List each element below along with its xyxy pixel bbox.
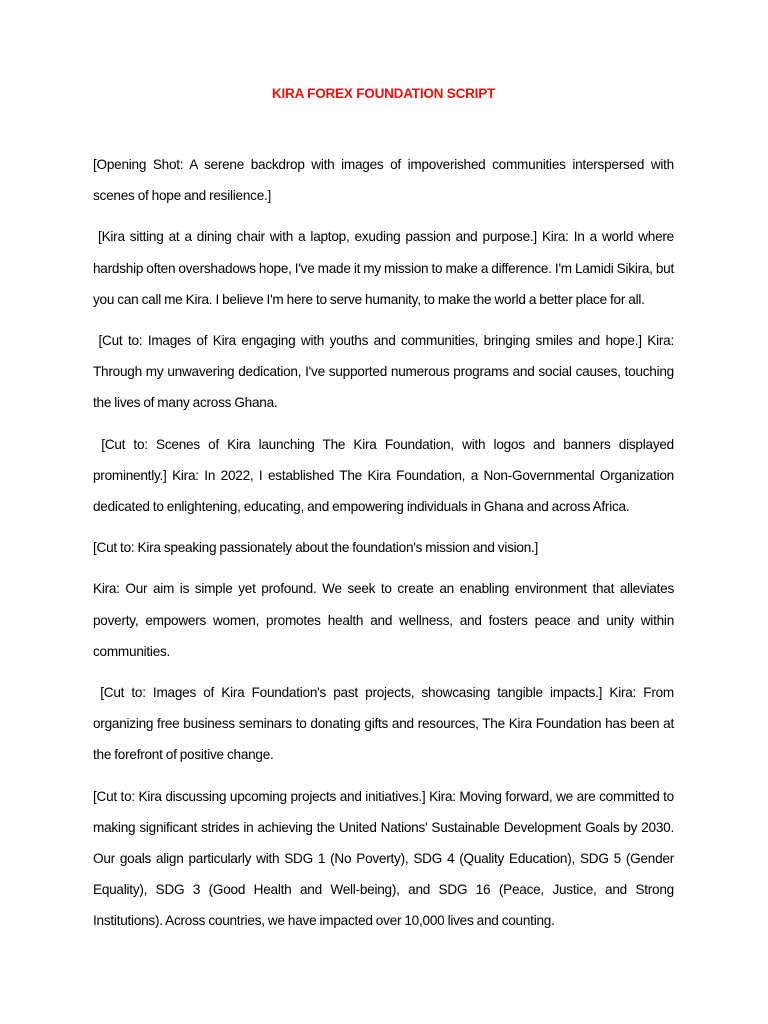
- paragraph-foundation-launch: [Cut to: Scenes of Kira launching The Kira Foundation, with logos and banners displayed prominently.] Kira: In 2022, I established The Kira Foundation, a Non-Governmental Organization dedicated to enlightening, educating, and empowering individuals in Ghana and across Africa.: [93, 436, 678, 515]
- paragraph-opening-shot: [Opening Shot: A serene backdrop with images of impoverished communities interspersed with scenes of hope and resilience.]: [93, 157, 678, 204]
- paragraph-aim: Kira: Our aim is simple yet profound. We seek to create an enabling environment that alleviates poverty, empowers women, promotes health and wellness, and fosters peace and unity within communities.: [93, 581, 678, 659]
- script-body: [93, 149, 678, 947]
- paragraph-engaging-youths: [Cut to: Images of Kira engaging with youths and communities, bringing smiles and hope.] Kira: Through my unwavering dedication, I've supported numerous programs and social causes, touching the lives of many across Ghana.: [93, 333, 678, 411]
- paragraph-past-projects: [Cut to: Images of Kira Foundation's past projects, showcasing tangible impacts.] Kira: From organizing free business seminars to donating gifts and resources, The Kira Foundation has been at the forefront of positive change.: [93, 685, 678, 763]
- document-title: KIRA FOREX FOUNDATION SCRIPT: [271, 86, 496, 101]
- paragraph-upcoming-projects: [Cut to: Kira discussing upcoming projects and initiatives.] Kira: Moving forward, we are committed to making significant strides in achieving the United Nations' Sustainable Development Goals by 2030. Our goals align particularly with SDG 1 (No Poverty), SDG 4 (Quality Education), SDG 5 (Gender Equality), SDG 3 (Good Health and Well-being), and SDG 16 (Peace, Justice, and Strong Institutions). Across countries, we have impacted over 10,000 lives and counting.: [93, 788, 678, 929]
- paragraph-kira-intro: [Kira sitting at a dining chair with a laptop, exuding passion and purpose.] Kira: In a world where hardship often overshadows hope, I've made it my mission to make a difference. I'm Lamidi Sikira, but you can call me Kira. I believe I'm here to serve humanity, to make the world a better place for all.: [93, 229, 678, 307]
- paragraph-mission-cut: [Cut to: Kira speaking passionately about the foundation's mission and vision.]: [93, 540, 539, 556]
